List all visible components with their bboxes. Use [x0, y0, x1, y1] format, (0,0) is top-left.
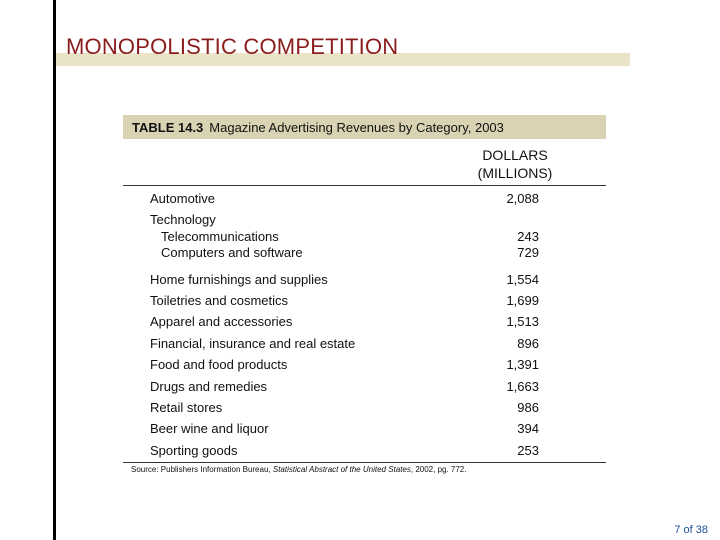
row-label: Technology: [150, 212, 216, 227]
row-label: Telecommunications: [161, 229, 279, 244]
column-header-line1: DOLLARS: [482, 147, 548, 163]
row-label: Automotive: [150, 191, 216, 206]
row-label: Beer wine and liquor: [150, 421, 269, 436]
source-suffix: , 2002, pg. 772.: [410, 465, 467, 474]
source-note: [131, 465, 466, 474]
table-caption: [132, 120, 504, 135]
header-rule: [123, 185, 606, 186]
slide-title: MONOPOLISTIC COMPETITION: [66, 34, 399, 59]
row-label: Computers and software: [161, 245, 303, 260]
table-title: Magazine Advertising Revenues by Category, 2003: [209, 120, 504, 135]
row-label: Home furnishings and supplies: [150, 272, 328, 287]
row-label: Toiletries and cosmetics: [150, 293, 288, 308]
row-label: Financial, insurance and real estate: [150, 336, 356, 351]
row-label: Drugs and remedies: [150, 379, 268, 394]
row-value: 1,554: [506, 272, 539, 287]
row-label: Retail stores: [150, 400, 223, 415]
source-prefix: Source: Publishers Information Bureau,: [131, 465, 271, 474]
row-value: 1,699: [506, 293, 539, 308]
source-rule: [123, 462, 606, 463]
page-indicator: 7 of 38: [674, 524, 708, 536]
table-caption-bar: [123, 115, 606, 139]
row-value: 1,663: [506, 379, 539, 394]
source-publication: Statistical Abstract of the United States: [272, 465, 411, 474]
row-value: 729: [517, 245, 539, 260]
left-vertical-rule: [53, 0, 56, 540]
row-value: 243: [517, 229, 539, 244]
row-value: 896: [517, 336, 539, 351]
row-value: 1,513: [506, 314, 539, 329]
row-value: 1,391: [506, 357, 539, 372]
row-label: Sporting goods: [150, 443, 238, 458]
row-value: 2,088: [506, 191, 539, 206]
row-value: 253: [517, 443, 539, 458]
row-label: Apparel and accessories: [150, 314, 293, 329]
row-value: 986: [517, 400, 539, 415]
column-header: [455, 146, 575, 182]
table-number: TABLE 14.3: [132, 120, 204, 135]
row-label: Food and food products: [150, 357, 288, 372]
row-value: 394: [517, 421, 539, 436]
column-header-line2: (MILLIONS): [477, 165, 553, 181]
